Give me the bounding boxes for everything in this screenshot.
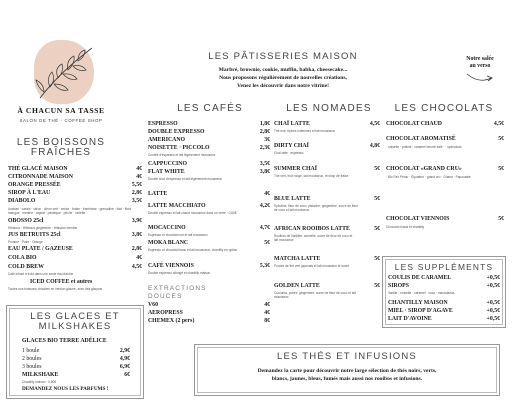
viennois-note: Double espresso allongé et chantilly maison [148, 271, 211, 275]
arrow-icon [465, 72, 495, 84]
menu-price: 5,5€ [131, 182, 142, 188]
menu-price: 6€ [124, 372, 130, 378]
patisseries-line: Nous proposons régulièrement de nouvelles créations, [219, 75, 347, 81]
menu-item: ESPRESSO [148, 121, 178, 127]
glaces-header: GLACES BIO TERRE ADÉLICE [22, 338, 107, 344]
menu-item: CHEMEX (2 pers) [148, 318, 195, 324]
golden-latte-note: Curcuma, poivre, gingembre, sucre de fleur de coco et lait mousseux [274, 291, 356, 299]
menu-price: 2,9€ [119, 348, 130, 354]
thes-line: blancs, jaunes, bleus, fumés mais aussi nos rooibos et infusions. [271, 375, 423, 382]
grand-cru-note: · Bio Fair Pérou · Équateur · grand cru · Ghana · Papouasie [386, 175, 471, 179]
iced-coffee-note: Toutes nos boissons chaudes en version glacée, avec des glaçons [8, 287, 103, 291]
menu-item: COULIS DE CARAMEL [388, 275, 452, 281]
menu-item: SUMMER CHAÏ [274, 166, 317, 172]
menu-price: 5,3€ [259, 263, 270, 269]
milkshakes-title-line: LES GLACES ET [30, 311, 120, 322]
iced-coffee-title: ICED COFFEE et autres [30, 279, 93, 285]
menu-price: 2,3€ [259, 145, 270, 151]
menu-item: GOLDEN LATTE [274, 283, 320, 289]
blue-latte-note: Spiruline, fleur de coco, pistache, gingembre, sucre de fleur de coco et lait mousseux [274, 204, 358, 212]
menu-item: DOUBLE EXPRESSO [148, 129, 205, 135]
menu-item: COLA BIO [8, 255, 37, 261]
menu-item: CHAÏ LATTE [274, 121, 310, 127]
extractions-title-line: EXTRACTIONS [148, 285, 207, 292]
logo-subtitle: SALON DE THÉ · COFFEE SHOP [19, 118, 103, 123]
menu-item: 1 boule [22, 348, 40, 354]
thes-text [197, 368, 497, 383]
menu-price: 4€ [136, 166, 142, 172]
menu-item: MILKSHAKE [22, 372, 59, 378]
menu-item: LATTE [148, 191, 168, 197]
dirty-chai-note: Chaï latte · espresso [274, 151, 304, 155]
menu-item: CHANTILLY MAISON [388, 300, 448, 306]
sirop-note: Ananas · cassis · citron · citron vert · cerise · fraise · framboise · grenadine · kiwi · litchi · mangue · menthe · orgeat · pastèque · pêche · violette [8, 207, 134, 216]
menu-item: FLAT WHITE [148, 169, 185, 175]
menu-item: MATCHA LATTE [274, 256, 321, 262]
menu-item: AFRICAN ROOIBOS LATTE [274, 226, 350, 232]
menu-item: AMERICANO [148, 137, 186, 143]
african-rooibos-note: Rooibos de Vanillier, cannelle, sucre de fleur de coco et lait mousseux [274, 234, 353, 242]
menu-price: 5€ [374, 283, 380, 289]
menu-item: CITRONNADE MAISON [8, 174, 73, 180]
menu-item: CHOCOLAT AROMATISÉ [386, 136, 456, 142]
menu-item: LATTE MACCHIATO [148, 203, 206, 209]
menu-price: +0,5€ [486, 300, 500, 306]
menu-price: 1,8€ [259, 121, 270, 127]
menu-item: CAFÉ VIENNOIS [148, 263, 194, 269]
menu-price: 4€ [264, 191, 270, 197]
patisseries-line: Venez les découvrir dans notre vitrine! [236, 83, 330, 89]
menu-price: 5€ [498, 136, 504, 142]
menu-price: 2,8€ [131, 246, 142, 252]
parfums-footer: DEMANDEZ NOUS LES PARFUMS ! [22, 386, 109, 392]
menu-price: 5€ [374, 226, 380, 232]
logo [4, 40, 118, 144]
chai-note: Thé noir, épices indiennes et lait mousseux [274, 129, 335, 133]
menu-item: JUS BETRUITS 25cl [8, 232, 61, 238]
milkshakes-title-line: MILKSHAKES [38, 321, 112, 332]
menu-price: 5€ [374, 256, 380, 262]
supplements-title: LES SUPPLÉMENTS [394, 262, 494, 272]
menu-price: 4€ [136, 255, 142, 261]
menu-price: 4,7€ [259, 225, 270, 231]
menu-price: +0,5€ [486, 316, 500, 322]
menu-item: MOKA BLANC [148, 240, 189, 246]
menu-price: 3,9€ [131, 218, 142, 224]
jus-note: Pomme · Poire · Orange [8, 240, 43, 244]
menu-item: CHOCOLAT «GRAND CRU» [386, 166, 462, 172]
boissons-title-line: FRAÎCHES [30, 147, 92, 158]
aromatise-note: · noisette · praliné · caramel beurre salé · · spéculoos [386, 145, 462, 149]
sirops-note: Vanille · noisette · caramel · coco · macadamia [388, 291, 455, 295]
menu-item: MOCACCINO [148, 225, 186, 231]
chocolat-viennois-note: Chocolat chaud et chantilly [386, 225, 425, 229]
menu-price: 4,5€ [131, 264, 142, 270]
menu-price: +0,5€ [486, 283, 500, 289]
menu-price: 5€ [374, 196, 380, 202]
menu-price: +0,5€ [486, 275, 500, 281]
menu-price: 4€ [264, 302, 270, 308]
flat-white-note: Double shot d'espresso et lait légèrement mousseux [148, 177, 222, 181]
menu-price: 5€ [264, 240, 270, 246]
menu-item: DIRTY CHAÏ [274, 143, 309, 149]
mocaccino-note: Espresso et chocolat noir et lait mousseux [148, 233, 208, 237]
thes-line: Demandez la carte pour découvrir notre large sélection de thés noirs, verts, [257, 368, 437, 374]
menu-item: LAIT D'AVOINE [388, 316, 432, 322]
menu-price: 5€ [498, 166, 504, 172]
milkshake-note: Chantilly maison · 0,80€ [22, 380, 57, 384]
logo-title: À CHACUN SA TASSE [17, 106, 105, 115]
menu-price: 4,9€ [119, 356, 130, 362]
menu-price: 3,5€ [259, 161, 270, 167]
menu-item: OBOSSO 25cl [8, 218, 44, 224]
menu-item: AEROPRESS [148, 310, 183, 316]
menu-price: 8€ [264, 318, 270, 324]
menu-price: 4€ [264, 310, 270, 316]
menu-price: 4,5€ [493, 121, 504, 127]
menu-item: CHOCOLAT VIENNOIS [386, 216, 450, 222]
menu-item: EAU PLATE / GAZEUSE [8, 246, 73, 252]
verso-note-line: Notre salée [466, 56, 494, 62]
boissons-fraiches-title [12, 138, 110, 158]
menu-price: 2,8€ [131, 190, 142, 196]
menu-item: 2 boules [22, 356, 42, 362]
boissons-title-line: LES BOISSONS [16, 137, 106, 148]
menu-price: 4,5€ [369, 121, 380, 127]
menu-price: 6,9€ [119, 364, 130, 370]
chocolats-title: LES CHOCOLATS [394, 103, 494, 114]
moka-note: Espresso et chocolat blanc et lait mousseux, chantilly en option [148, 248, 238, 252]
macchiato-note: Double espresso et lait chaud mousseux dans un verre · 0,60€ [148, 211, 237, 215]
verso-note [455, 56, 505, 70]
matcha-note: Poudre de thé vert japonais et lait mousseux et sucre [274, 264, 350, 268]
menu-item: THÉ GLACÉ MAISON [8, 166, 68, 172]
milkshakes-title [12, 312, 138, 332]
menu-item: V60 [148, 302, 158, 308]
menu-price: +0,5€ [486, 308, 500, 314]
patisseries-line: Marbré, brownie, cookie, muffin, babka, cheesecake... [218, 67, 348, 73]
menu-price: 4,8€ [369, 143, 380, 149]
menu-price: 5€ [498, 216, 504, 222]
menu-item: CAPPUCCINO [148, 161, 187, 167]
patisseries-title: LES PÂTISSERIES MAISON [208, 51, 358, 62]
menu-item: MIEL · SIROP D'AGAVE [388, 308, 453, 314]
menu-item: ORANGE PRESSÉE [8, 182, 61, 188]
menu-price: 3,8€ [259, 169, 270, 175]
menu-price: 3,5€ [131, 198, 142, 204]
extractions-title [148, 285, 228, 300]
menu-item: SIROPS [388, 283, 409, 289]
menu-price: 3€ [264, 137, 270, 143]
nomades-title: LES NOMADES [286, 103, 372, 114]
menu-item: CHOCOLAT CHAUD [386, 121, 442, 127]
cold-brew-note: Café infusé à froid dans une seule eau fraîche [8, 272, 74, 276]
noisette-note: Cordée d'espresso et lait légèrement mousseux [148, 153, 216, 157]
menu-price: 4,2€ [259, 203, 270, 209]
menu-item: BLUE LATTE [274, 196, 311, 202]
menu-item: DIABOLO [8, 198, 36, 204]
menu-item: COLD BREW [8, 264, 44, 270]
menu-price: 2,8€ [259, 129, 270, 135]
verso-note-line: au verso [469, 63, 491, 69]
thes-title: LES THÉS ET INFUSIONS [277, 351, 417, 362]
obosso-note: Hibiscus · Hibiscus gingembre · Hibiscus menthe [8, 226, 78, 230]
summer-chai-note: Thé vert, fruit rouge, lait mousseux, et sirop de fraise [274, 174, 349, 178]
patisseries-text [178, 66, 388, 90]
menu-item: NOISETTE · PICCOLO [148, 145, 210, 151]
extractions-title-line: DOUCES [148, 292, 183, 300]
menu-price: 5€ [374, 166, 380, 172]
menu-item: 3 boules [22, 364, 42, 370]
cafes-title: LES CAFÉS [177, 103, 243, 114]
menu-price: 3,8€ [131, 232, 142, 238]
leaf-branch-icon [30, 42, 102, 102]
menu-item: SIROP À L'EAU [8, 190, 51, 196]
menu-price: 4€ [136, 174, 142, 180]
